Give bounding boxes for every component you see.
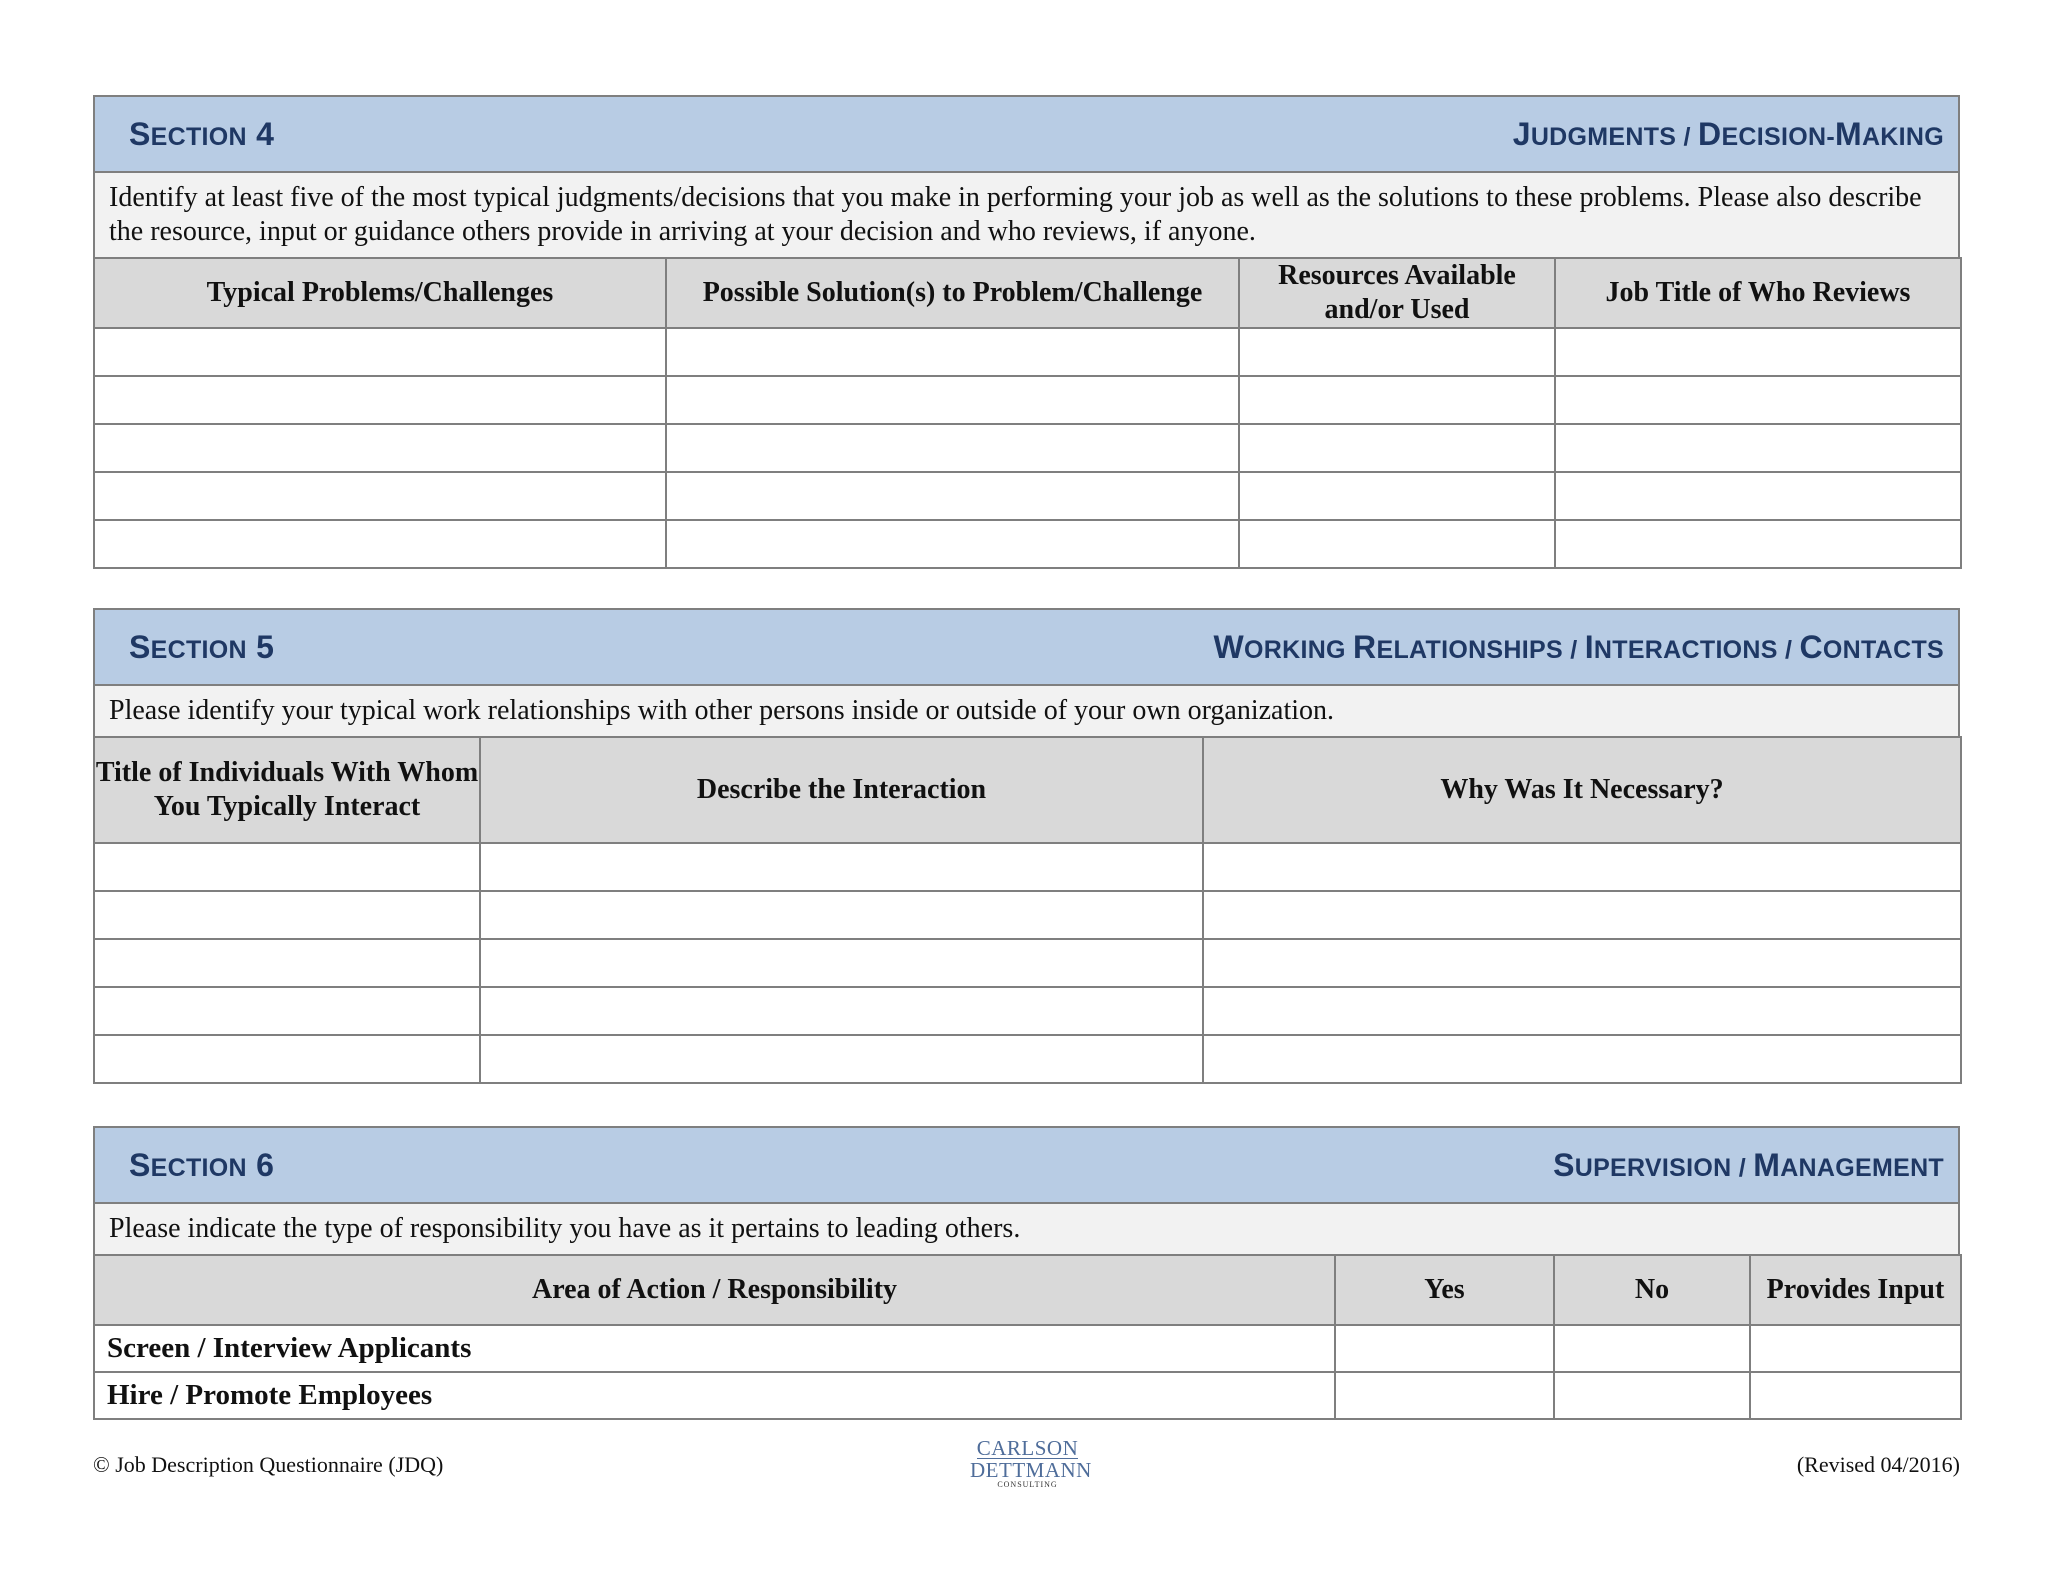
row-label: Hire / Promote Employees	[94, 1372, 1335, 1419]
yes-cell[interactable]	[1335, 1325, 1554, 1372]
table-row	[94, 1372, 1961, 1419]
footer-left: © Job Description Questionnaire (JDQ)	[93, 1452, 444, 1477]
no-cell[interactable]	[1554, 1325, 1750, 1372]
table-row	[94, 1325, 1961, 1372]
col-yes: Yes	[1335, 1255, 1554, 1325]
section-5	[93, 608, 1960, 1084]
section-5-intro: Please identify your typical work relationships with other persons inside or outside of your own organization.	[93, 684, 1960, 736]
yes-cell[interactable]	[1335, 1372, 1554, 1419]
section-4-title: JUDGMENTS / DECISION-MAKING	[1512, 115, 1944, 152]
col-area-of-action: Area of Action / Responsibility	[94, 1255, 1335, 1325]
section-4-label: SECTION 4	[129, 115, 275, 152]
no-cell[interactable]	[1554, 1372, 1750, 1419]
section-6-label: SECTION 6	[129, 1146, 275, 1183]
section-6	[93, 1126, 1960, 1420]
col-describe-interaction: Describe the Interaction	[480, 737, 1203, 843]
section-4-intro: Identify at least five of the most typical judgments/decisions that you make in performing your job as well as the solutions to these problems. Please also describe the resource, input or guidance others provide in arriving at your decision and who reviews, if anyone.	[93, 171, 1960, 257]
table-row	[94, 376, 1961, 424]
col-why-necessary: Why Was It Necessary?	[1203, 737, 1961, 843]
table-row	[94, 1035, 1961, 1083]
section-4	[93, 95, 1960, 569]
col-possible-solutions: Possible Solution(s) to Problem/Challenge	[666, 258, 1239, 328]
section-6-table	[93, 1254, 1962, 1420]
col-title-individuals: Title of Individuals With Whom You Typically Interact	[94, 737, 480, 843]
section-6-intro: Please indicate the type of responsibility you have as it pertains to leading others.	[93, 1202, 1960, 1254]
section-6-header	[93, 1126, 1960, 1202]
table-row	[94, 472, 1961, 520]
section-6-title: SUPERVISION / MANAGEMENT	[1553, 1146, 1944, 1183]
table-row	[94, 424, 1961, 472]
row-label: Screen / Interview Applicants	[94, 1325, 1335, 1372]
section-5-label: SECTION 5	[129, 628, 275, 665]
table-row	[94, 843, 1961, 891]
section-5-table	[93, 736, 1962, 1084]
section-5-title: WORKING RELATIONSHIPS / INTERACTIONS / CONTACTS	[1213, 628, 1944, 665]
footer-right: (Revised 04/2016)	[1796, 1452, 1960, 1477]
table-row	[94, 987, 1961, 1035]
company-logo: CARLSON DETTMANN CONSULTING	[970, 1436, 1092, 1489]
section-4-header	[93, 95, 1960, 171]
table-row	[94, 891, 1961, 939]
table-row	[94, 939, 1961, 987]
section-5-header	[93, 608, 1960, 684]
col-provides-input: Provides Input	[1750, 1255, 1961, 1325]
col-job-title-reviews: Job Title of Who Reviews	[1555, 258, 1961, 328]
col-typical-problems: Typical Problems/Challenges	[94, 258, 666, 328]
col-resources: Resources Available and/or Used	[1239, 258, 1555, 328]
table-row	[94, 520, 1961, 568]
section-4-table	[93, 257, 1962, 569]
provides-input-cell[interactable]	[1750, 1372, 1961, 1419]
provides-input-cell[interactable]	[1750, 1325, 1961, 1372]
col-no: No	[1554, 1255, 1750, 1325]
table-row	[94, 328, 1961, 376]
